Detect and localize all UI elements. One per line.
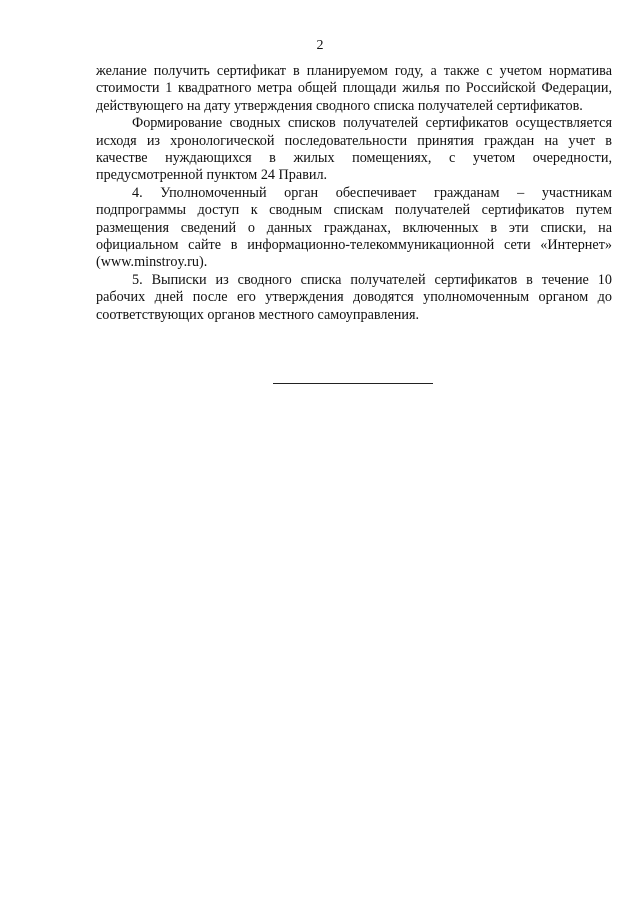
end-of-text-rule (273, 383, 433, 384)
page-number: 2 (316, 38, 324, 53)
paragraph-item-5: 5. Выписки из сводного списка получателей сертификатов в течение 10 рабочих дней после его утверждения доводятся уполномоченным органом до соответствующих органов местного самоуправления. (96, 271, 612, 323)
paragraph-item-4: 4. Уполномоченный орган обеспечивает гражданам – участникам подпрограммы доступ к сводным спискам получателей сертификатов путем размещения сведений о данных гражданах, включенных в эти списки, на официальном сайте в информационно-телекоммуникационной сети «Интернет» (www.minstroy.ru). (96, 184, 612, 271)
paragraph-list-formation: Формирование сводных списков получателей сертификатов осуществляется исходя из хронологической последовательности принятия граждан на учет в качестве нуждающихся в жилых помещениях, с учетом очередности, предусмотренной пунктом 24 Правил. (96, 115, 612, 184)
paragraph-continuation: желание получить сертификат в планируемом году, а также с учетом норматива стоимости 1 квадратного метра общей площади жилья по Российской Федерации, действующего на дату утверждения сводного списка получателей сертификатов. (96, 63, 612, 114)
document-body (96, 63, 612, 324)
